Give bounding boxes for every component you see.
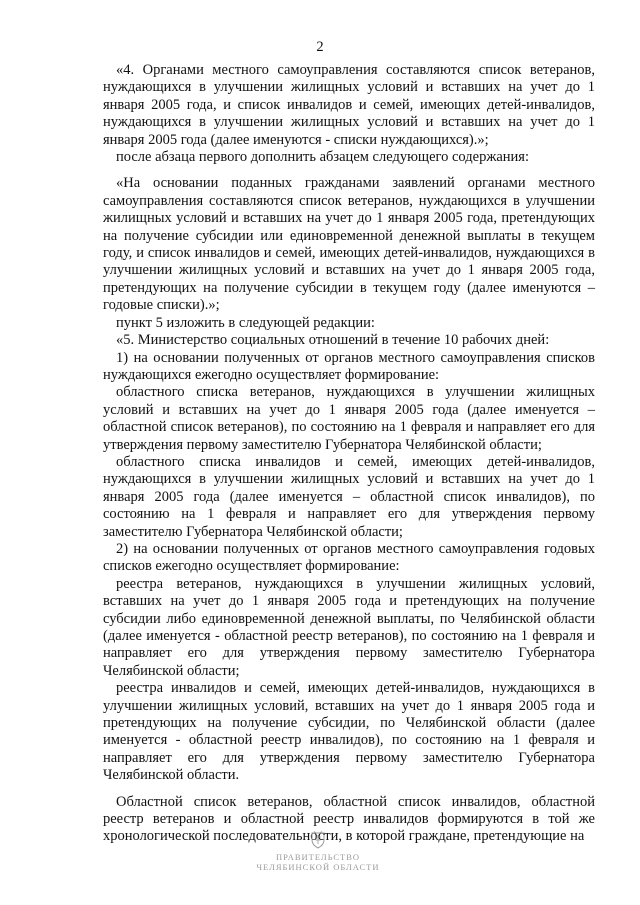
paragraph-veterans-list: областного списка ветеранов, нуждающихся в улучшении жилищных условий и вставших на учет до 1 января 2005 года (далее именуется – областной список ветеранов), по состоянию на 1 февраля и направляет его для утверждения первому заместителю Губернатора Челябинской области; bbox=[103, 384, 595, 453]
paragraph-clause-5-intro: пункт 5 изложить в следующей редакции: bbox=[116, 314, 375, 331]
stamp-line-2: ЧЕЛЯБИНСКОЙ ОБЛАСТИ bbox=[256, 862, 380, 872]
paragraph-chronological-order: Областной список ветеранов, областной список инвалидов, областной реестр ветеранов и областной реестр инвалидов формируются в той же хронологической последовательности, в которой граждане, претендующие на bbox=[103, 793, 595, 845]
stamp-line-1: ПРАВИТЕЛЬСТВО bbox=[275, 852, 361, 862]
paragraph-veterans-registry: реестра ветеранов, нуждающихся в улучшении жилищных условий, вставших на учет до 1 января 2005 года и претендующих на получение субсидии либо единовременной денежной выплаты, по Челябинской области (далее именуется - областной реестр ветеранов), по состоянию на 1 февраля и направляет его для утверждения первому заместителю Губернатора Челябинской области; bbox=[103, 575, 595, 679]
coat-of-arms-icon bbox=[308, 830, 328, 850]
paragraph-annual-lists: «На основании поданных гражданами заявлений органами местного самоуправления составляются список ветеранов, нуждающихся в улучшении жилищных условий и вставших на учет до 1 января 2005 года, претендующих на получение субсидии или единовременной денежной выплаты в текущем году, и список инвалидов и семей, имеющих детей-инвалидов, нуждающихся в улучшении жилищных условий и вставших на учет до 1 января 2005 года, претендующих на получение субсидии в текущем году (далее именуются – годовые списки).»; bbox=[103, 175, 595, 314]
paragraph-clause-4: «4. Органами местного самоуправления составляются список ветеранов, нуждающихся в улучшении жилищных условий и вставших на учет до 1 января 2005 года, и список инвалидов и семей, имеющих детей-инвалидов, нуждающихся в улучшении жилищных условий и вставших на учет до 1 января 2005 года (далее именуются - списки нуждающихся).»; bbox=[103, 62, 595, 148]
paragraph-disabled-list: областного списка инвалидов и семей, имеющих детей-инвалидов, нуждающихся в улучшении жилищных условий и вставших на учет до 1 января 2005 года (далее именуется – областной список инвалидов), по состоянию на 1 февраля и направляет его для утверждения первому заместителю Губернатора Челябинской области; bbox=[103, 453, 595, 540]
paragraph-item-1: 1) на основании полученных от органов местного самоуправления списков нуждающихся ежегодно осуществляет формирование: bbox=[103, 349, 595, 383]
page-number: 2 bbox=[316, 39, 324, 55]
document-body bbox=[103, 62, 595, 846]
paragraph-item-2: 2) на основании полученных от органов местного самоуправления годовых списков ежегодно осуществляет формирование: bbox=[103, 540, 595, 575]
paragraph-disabled-registry: реестра инвалидов и семей, имеющих детей-инвалидов, нуждающихся в улучшении жилищных условий, вставших на учет до 1 января 2005 года и претендующих на получение субсидии, по Челябинской области (далее именуется - областной реестр инвалидов), по состоянию на 1 февраля и направляет его для утверждения первому заместителю Губернатора Челябинской области. bbox=[103, 680, 595, 784]
government-stamp bbox=[238, 830, 398, 872]
paragraph-amendment-note: после абзаца первого дополнить абзацем следующего содержания: bbox=[116, 149, 529, 166]
paragraph-clause-5: «5. Министерство социальных отношений в течение 10 рабочих дней: bbox=[116, 332, 550, 349]
